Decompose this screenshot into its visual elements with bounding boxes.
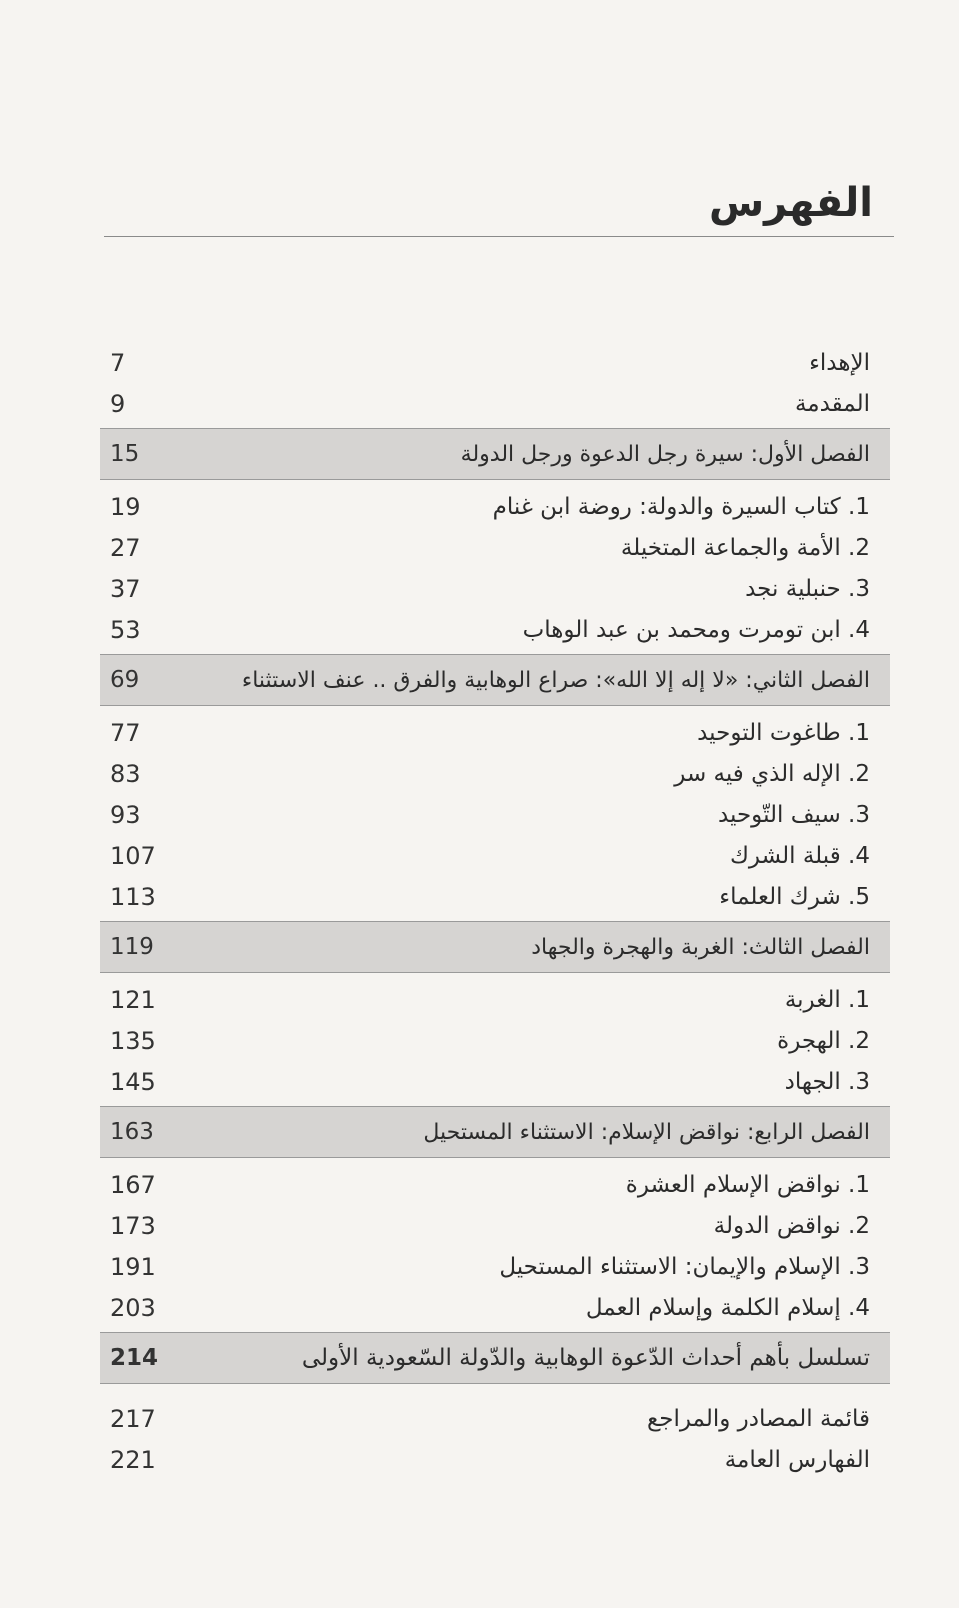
toc-entry-label: قائمة المصادر والمراجع bbox=[647, 1405, 870, 1432]
toc-chapter-page: 15 bbox=[110, 441, 140, 467]
toc-entry bbox=[100, 712, 890, 753]
toc-entry-page: 113 bbox=[110, 882, 156, 911]
toc-chapter-page: 69 bbox=[110, 667, 140, 693]
toc-chapter-label: الفصل الثاني: «لا إله إلا الله»: صراع الوهابية والفرق .. عنف الاستثناء bbox=[241, 667, 870, 693]
toc-entry-label: 5. شرك العلماء bbox=[719, 883, 870, 910]
toc-entry bbox=[100, 753, 890, 794]
toc-entry-label: 3. حنبلية نجد bbox=[745, 575, 870, 602]
toc-entry-label: 3. الجهاد bbox=[784, 1068, 870, 1095]
toc-entry-page: 107 bbox=[110, 841, 156, 870]
toc-entry-page: 9 bbox=[110, 389, 126, 418]
toc-entry-page: 221 bbox=[110, 1445, 156, 1474]
toc-entry-page: 7 bbox=[110, 348, 126, 377]
toc-entry-label: 4. ابن تومرت ومحمد بن عبد الوهاب bbox=[522, 616, 870, 643]
toc-entry bbox=[100, 1020, 890, 1061]
toc-chapter-page: 163 bbox=[110, 1119, 154, 1145]
toc-entry bbox=[100, 876, 890, 917]
toc-entry-introduction bbox=[100, 383, 890, 424]
toc-chapter-label: الفصل الرابع: نواقض الإسلام: الاستثناء المستحيل bbox=[423, 1119, 870, 1145]
page-title: الفهرس bbox=[708, 180, 873, 226]
toc-entry bbox=[100, 1061, 890, 1102]
toc-entry bbox=[100, 609, 890, 650]
toc-entry bbox=[100, 1164, 890, 1205]
toc-entry-label: 2. الأمة والجماعة المتخيلة bbox=[620, 534, 870, 561]
toc-entry bbox=[100, 979, 890, 1020]
toc-entry-label: 1. نواقض الإسلام العشرة bbox=[625, 1171, 870, 1198]
toc-entry-label: 1. طاغوت التوحيد bbox=[697, 719, 870, 746]
toc-chapter-label: الفصل الثالث: الغربة والهجرة والجهاد bbox=[531, 934, 870, 960]
toc-entry-page: 121 bbox=[110, 985, 156, 1014]
toc-entry-page: 53 bbox=[110, 615, 141, 644]
toc-entry-label: 4. قبلة الشرك bbox=[729, 842, 870, 869]
toc-entry-page: 191 bbox=[110, 1252, 156, 1281]
toc-entry-label: المقدمة bbox=[794, 390, 870, 417]
toc-chapter-page: 119 bbox=[110, 934, 154, 960]
toc-entry-page: 93 bbox=[110, 800, 141, 829]
toc-entry-page: 77 bbox=[110, 718, 141, 747]
toc-entry-page: 19 bbox=[110, 492, 141, 521]
toc-entry-label: 3. الإسلام والإيمان: الاستثناء المستحيل bbox=[499, 1253, 870, 1280]
toc-entry-indexes bbox=[100, 1439, 890, 1480]
toc-entry-page: 37 bbox=[110, 574, 141, 603]
title-divider bbox=[104, 236, 894, 237]
toc-entry-label: 2. الإله الذي فيه سر bbox=[674, 760, 870, 787]
toc-entry-page: 217 bbox=[110, 1404, 156, 1433]
toc-entry-page: 135 bbox=[110, 1026, 156, 1055]
toc-entry bbox=[100, 835, 890, 876]
toc-entry-label: 2. الهجرة bbox=[777, 1027, 870, 1054]
toc-entry bbox=[100, 527, 890, 568]
toc-entry-page: 173 bbox=[110, 1211, 156, 1240]
toc-chronology bbox=[100, 1332, 890, 1384]
toc-chapter-page: 214 bbox=[110, 1345, 159, 1371]
toc-entry bbox=[100, 568, 890, 609]
toc-entry bbox=[100, 1287, 890, 1328]
toc-entry bbox=[100, 1205, 890, 1246]
toc-entry bbox=[100, 1246, 890, 1287]
toc-entry-page: 27 bbox=[110, 533, 141, 562]
toc-chapter-label: الفصل الأول: سيرة رجل الدعوة ورجل الدولة bbox=[460, 441, 870, 467]
toc-entry-label: الفهارس العامة bbox=[724, 1446, 870, 1473]
toc-entry-dedication bbox=[100, 342, 890, 383]
toc-entry-label: 4. إسلام الكلمة وإسلام العمل bbox=[585, 1294, 870, 1321]
toc-entry bbox=[100, 486, 890, 527]
toc-entry-label: 1. كتاب السيرة والدولة: روضة ابن غنام bbox=[492, 493, 870, 520]
toc-chapter-1 bbox=[100, 428, 890, 480]
toc-entry-label: 3. سيف التّوحيد bbox=[717, 801, 870, 828]
toc-chapter-2 bbox=[100, 654, 890, 706]
toc-chapter-4 bbox=[100, 1106, 890, 1158]
toc-entry-label: 2. نواقض الدولة bbox=[713, 1212, 870, 1239]
toc-chapter-label: تسلسل بأهم أحداث الدّعوة الوهابية والدّولة السّعودية الأولى bbox=[301, 1345, 870, 1371]
toc-entry bbox=[100, 794, 890, 835]
toc-entry-page: 145 bbox=[110, 1067, 156, 1096]
toc-entry-page: 167 bbox=[110, 1170, 156, 1199]
table-of-contents bbox=[100, 342, 890, 1480]
toc-entry-page: 203 bbox=[110, 1293, 156, 1322]
toc-entry-label: 1. الغربة bbox=[784, 986, 870, 1013]
toc-entry-references bbox=[100, 1398, 890, 1439]
toc-entry-page: 83 bbox=[110, 759, 141, 788]
toc-chapter-3 bbox=[100, 921, 890, 973]
toc-entry-label: الإهداء bbox=[809, 349, 870, 376]
